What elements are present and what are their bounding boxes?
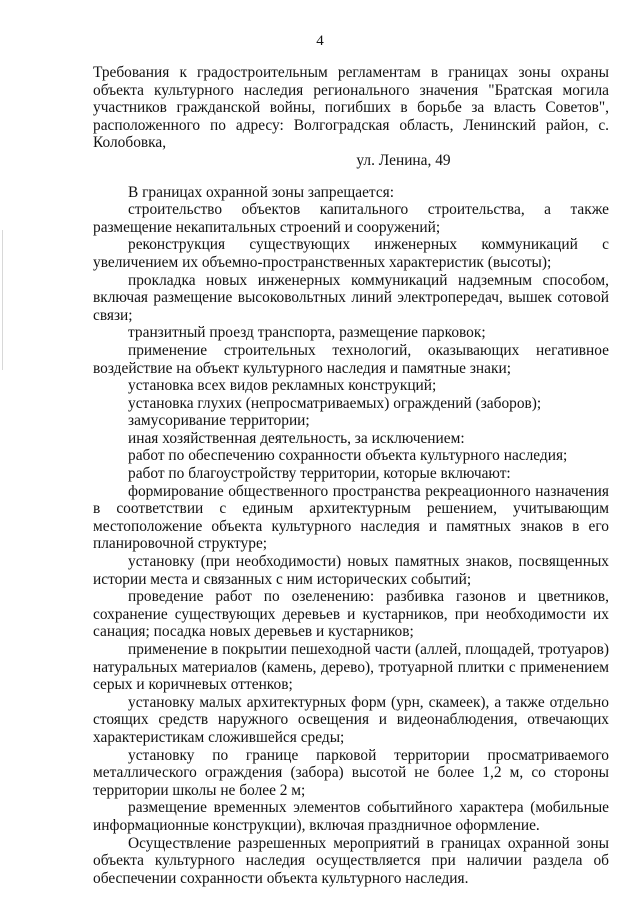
paragraph-conclusion: Осуществление разрешенных мероприятий в границах охранной зоны объекта культурного наследия осуществляется при наличии раздела об обеспечении сохранности объекта культурного наследия. [93, 834, 609, 887]
paragraph-item: реконструкция существующих инженерных коммуникаций с увеличением их объемно-пространственных характеристик (высоты); [93, 236, 609, 271]
paragraph-item: установка всех видов рекламных конструкций; [128, 377, 437, 395]
paragraph-item: установку по границе парковой территории просматриваемого металлического ограждения (забора) высотой не более 1,2 м, со стороны территории школы не более 2 м; [93, 746, 609, 799]
paragraph-item: транзитный проезд транспорта, размещение парковок; [128, 324, 486, 342]
paragraph-item: работ по обеспечению сохранности объекта культурного наследия; [128, 447, 568, 465]
page-number: 4 [316, 33, 324, 49]
paragraph-item: иная хозяйственная деятельность, за исключением: [128, 429, 465, 447]
paragraph-item: размещение временных элементов событийного характера (мобильные информационные конструкции), включая праздничное оформление. [93, 799, 609, 834]
paragraph-item: применение в покрытии пешеходной части (аллей, площадей, тротуаров) натуральных материалов (камень, дерево), тротуарной плитки с применением серых и коричневых оттенков; [93, 641, 609, 694]
paragraph-item: строительство объектов капитального строительства, а также размещение некапитальных строений и сооружений; [93, 201, 609, 236]
document-body [93, 64, 609, 887]
document-title-address: ул. Ленина, 49 [356, 151, 451, 169]
paragraph-item: замусоривание территории; [128, 412, 310, 430]
document-title: Требования к градостроительным регламентам в границах зоны охраны объекта культурного наследия регионального значения "Братская могила участников гражданской войны, погибших в борьбе за власть Советов", расположенного по адресу: Волгоградская область, Ленинский район, с. Колобовка, [93, 64, 609, 152]
paragraph-item: установка глухих (непросматриваемых) ограждений (заборов); [128, 394, 542, 412]
paragraph-item: прокладка новых инженерных коммуникаций надземным способом, включая размещение высоковольтных линий электропередач, вышек сотовой связи; [93, 271, 609, 324]
scan-edge-mark [2, 230, 3, 370]
paragraph-intro: В границах охранной зоны запрещается: [128, 183, 395, 201]
paragraph-item: проведение работ по озеленению: разбивка газонов и цветников, сохранение существующих деревьев и кустарников, при необходимости их санация; посадка новых деревьев и кустарников; [93, 588, 609, 641]
paragraph-item: установку (при необходимости) новых памятных знаков, посвященных истории места и связанных с ним исторических событий; [93, 553, 609, 588]
paragraph-item: формирование общественного пространства рекреационного назначения в соответствии с единым архитектурным решением, учитывающим местоположение объекта культурного наследия и памятных знаков в его планировочной структуре; [93, 482, 609, 553]
paragraph-item: применение строительных технологий, оказывающих негативное воздействие на объект культурного наследия и памятные знаки; [93, 341, 609, 377]
paragraph-item: работ по благоустройству территории, которые включают: [128, 465, 511, 483]
paragraph-item: установку малых архитектурных форм (урн, скамеек), а также отдельно стоящих средств наружного освещения и видеонаблюдения, отвечающих характеристикам сложившейся среды; [93, 693, 609, 746]
